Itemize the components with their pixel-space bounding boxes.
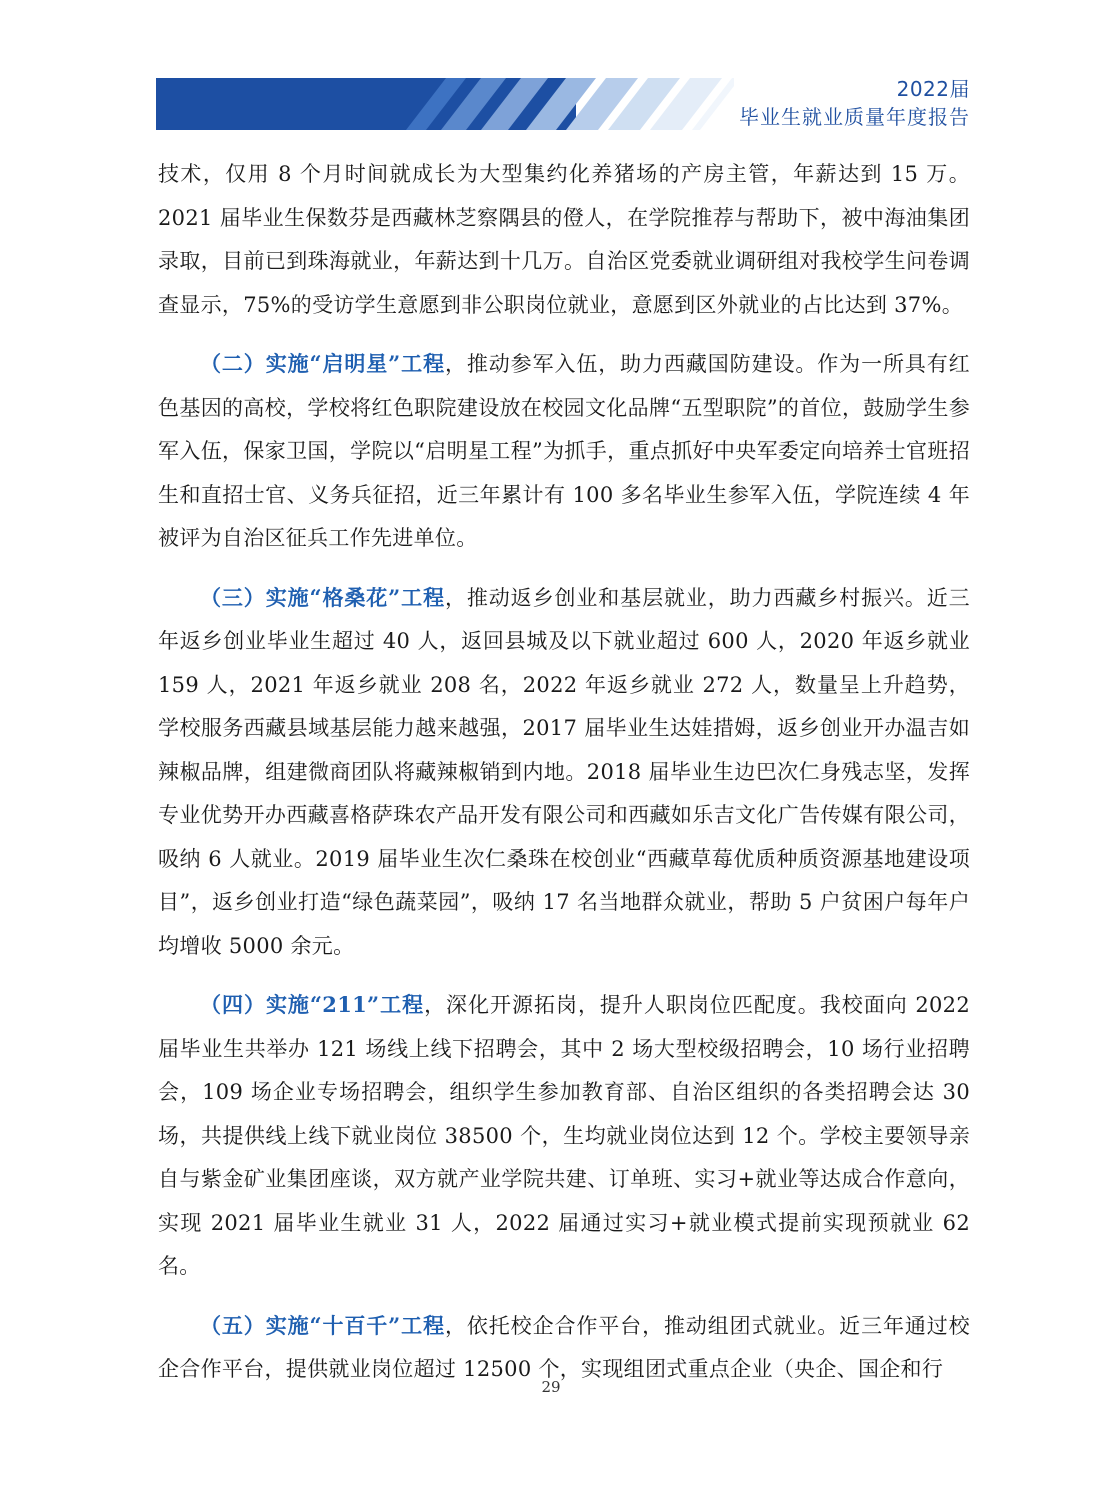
section-heading: （三）实施“格桑花”工程: [200, 584, 445, 610]
section-heading: （二）实施“启明星”工程: [200, 351, 445, 376]
paragraph-text: ，推动返乡创业和基层就业，助力西藏乡村振兴。近三年返乡创业毕业生超过 40 人，返回县城及以下就业超过 600 人，2020 年返乡就业 159 人，2021 年返乡就业 208 名，2022 年返乡就业 272 人，数量呈上升趋势，学校服务西藏县域基层能力越来越强，2017 届毕业生达娃措姆，返乡创业开办温吉如辣椒品牌，组建微商团队将藏辣椒销到内地。2018 届毕业生边巴次仁身残志坚，发挥专业优势开办西藏喜格萨珠农产品开发有限公司和西藏如乐吉文化广告传媒有限公司，吸纳 6 人就业。2019 届毕业生次仁桑珠在校创业“西藏草莓优质种质资源基地建设项目”，返乡创业打造“绿色蔬菜园”，吸纳 17 名当地群众就业，帮助 5 户贫困户每年户均增收 5000 余元。: [158, 585, 970, 958]
report-title: 毕业生就业质量年度报告: [739, 105, 970, 129]
body-text: [158, 153, 970, 1392]
section-heading: （四）实施“211”工程: [200, 992, 425, 1017]
paragraph-text: ，推动参军入伍，助力西藏国防建设。作为一所具有红色基因的高校，学校将红色职院建设放在校园文化品牌“五型职院”的首位，鼓励学生参军入伍，保家卫国，学院以“启明星工程”为抓手，重点抓好中央军委定向培养士官班招生和直招士官、义务兵征招，近三年累计有 100 多名毕业生参军入伍，学院连续 4 年被评为自治区征兵工作先进单位。: [158, 352, 970, 550]
page-header: [0, 0, 1102, 140]
report-year: 2022届: [896, 77, 970, 101]
header-stripe-banner: [156, 78, 734, 130]
paragraph-continuation: [158, 153, 970, 327]
section-heading: （五）实施“十百千”工程: [200, 1312, 445, 1338]
paragraph-text: ，依托校企合作平台，推动组团式就业。近三年通过校企合作平台，提供就业岗位超过 12500 个，实现组团式重点企业（央企、国企和行: [158, 1313, 970, 1381]
page-number: 29: [541, 1378, 561, 1396]
paragraph-211: [158, 983, 970, 1289]
header-title-block: [739, 76, 970, 132]
paragraph-gesanghua: [158, 576, 970, 969]
paragraph-text: 技术，仅用 8 个月时间就成长为大型集约化养猪场的产房主管，年薪达到 15 万。2021 届毕业生保数芬是西藏林芝察隅县的僜人，在学院推荐与帮助下，被中海油集团录取，目前已到珠海就业，年薪达到十几万。自治区党委就业调研组对我校学生问卷调查显示，75%的受访学生意愿到非公职岗位就业，意愿到区外就业的占比达到 37%。: [158, 162, 970, 317]
paragraph-text: ，深化开源拓岗，提升人职岗位匹配度。我校面向 2022 届毕业生共举办 121 场线上线下招聘会，其中 2 场大型校级招聘会，10 场行业招聘会，109 场企业专场招聘会，组织学生参加教育部、自治区组织的各类招聘会达 30 场，共提供线上线下就业岗位 38500 个，生均就业岗位达到 12 个。学校主要领导亲自与紫金矿业集团座谈，双方就产业学院共建、订单班、实习+就业等达成合作意向，实现 2021 届毕业生就业 31 人，2022 届通过实习+就业模式提前实现预就业 62 名。: [158, 993, 970, 1278]
paragraph-qimingxing: [158, 342, 970, 561]
